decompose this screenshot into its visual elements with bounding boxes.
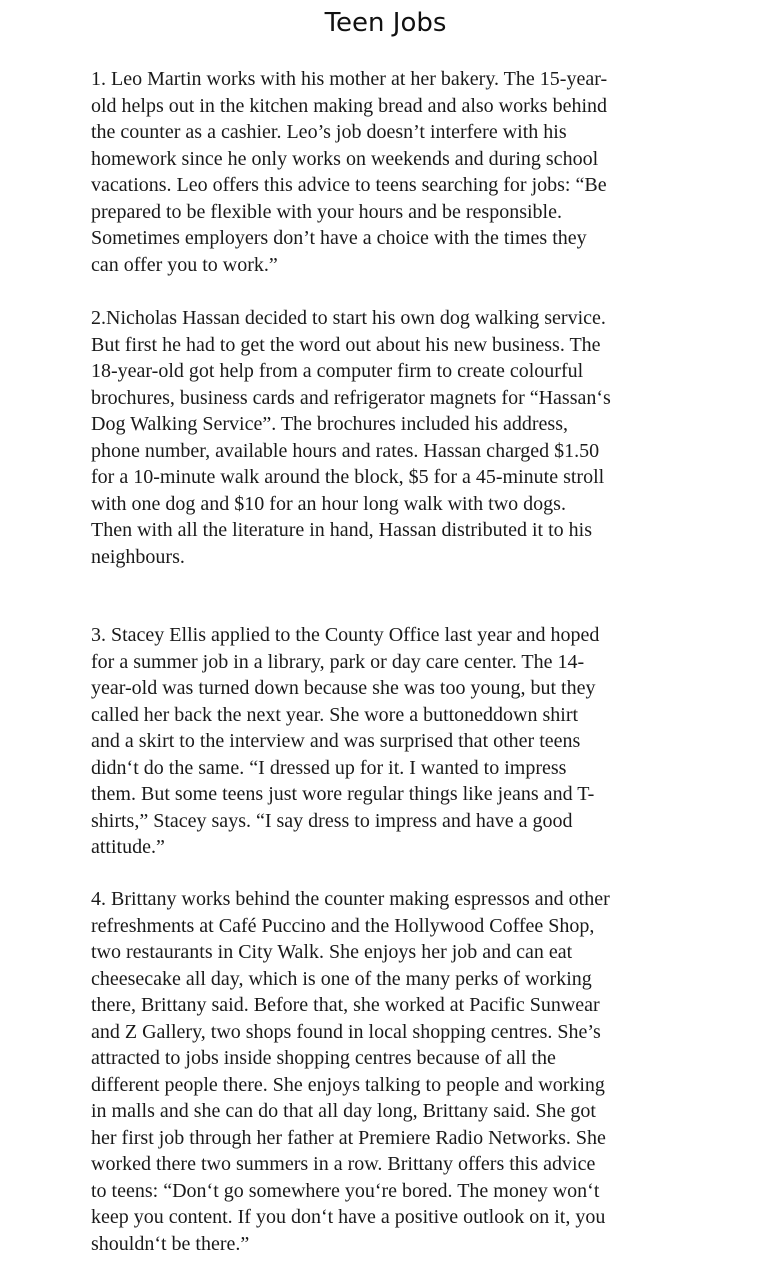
paragraph-stacey-ellis: 3. Stacey Ellis applied to the County Office last year and hoped for a summer job in a library, park or day care center. The 14- year-old was turned down because she was too young, but they called her back the next year. She wore a buttoneddown shirt and a skirt to the interview and was surprised that other teens didn‘t do the same. “I dressed up for it. I wanted to impress them. But some teens just wore regular things like jeans and T- shirts,” Stacey says. “I say dress to impress and have a good attitude.” — [91, 624, 600, 858]
paragraph-nicholas-hassan: 2.Nicholas Hassan decided to start his own dog walking service. But first he had to get the word out about his new business. The 18-year-old got help from a computer firm to create colourful brochures, business cards and refrigerator magnets for “Hassan‘s Dog Walking Service”. The brochures included his address, phone number, available hours and rates. Hassan charged $1.50 for a 10-minute walk around the block, $5 for a 45-minute stroll with one dog and $10 for an hour long walk with two dogs. Then with all the literature in hand, Hassan distributed it to his neighbours. — [91, 307, 611, 568]
paragraph-brittany: 4. Brittany works behind the counter making espressos and other refreshments at Café Puccino and the Hollywood Coffee Shop, two restaurants in City Walk. She enjoys her job and can eat cheesecake all day, which is one of the many perks of working there, Brittany said. Before that, she worked at Pacific Sunwear and Z Gallery, two shops found in local shopping centres. She’s attracted to jobs inside shopping centres because of all the different people there. She enjoys talking to people and working in malls and she can do that all day long, Brittany said. She got her first job through her father at Premiere Radio Networks. She worked there two summers in a row. Brittany offers this advice to teens: “Don‘t go somewhere you‘re bored. The money won‘t keep you content. If you don‘t have a positive outlook on it, you shouldn‘t be there.” — [91, 888, 610, 1255]
page-title: Teen Jobs — [324, 8, 447, 38]
paragraph-leo-martin: 1. Leo Martin works with his mother at her bakery. The 15-year- old helps out in the kitchen making bread and also works behind the counter as a cashier. Leo’s job doesn’t interfere with his homework since he only works on weekends and during school vacations. Leo offers this advice to teens searching for jobs: “Be prepared to be flexible with your hours and be responsible. Sometimes employers don’t have a choice with the times they can offer you to work.” — [91, 68, 608, 276]
